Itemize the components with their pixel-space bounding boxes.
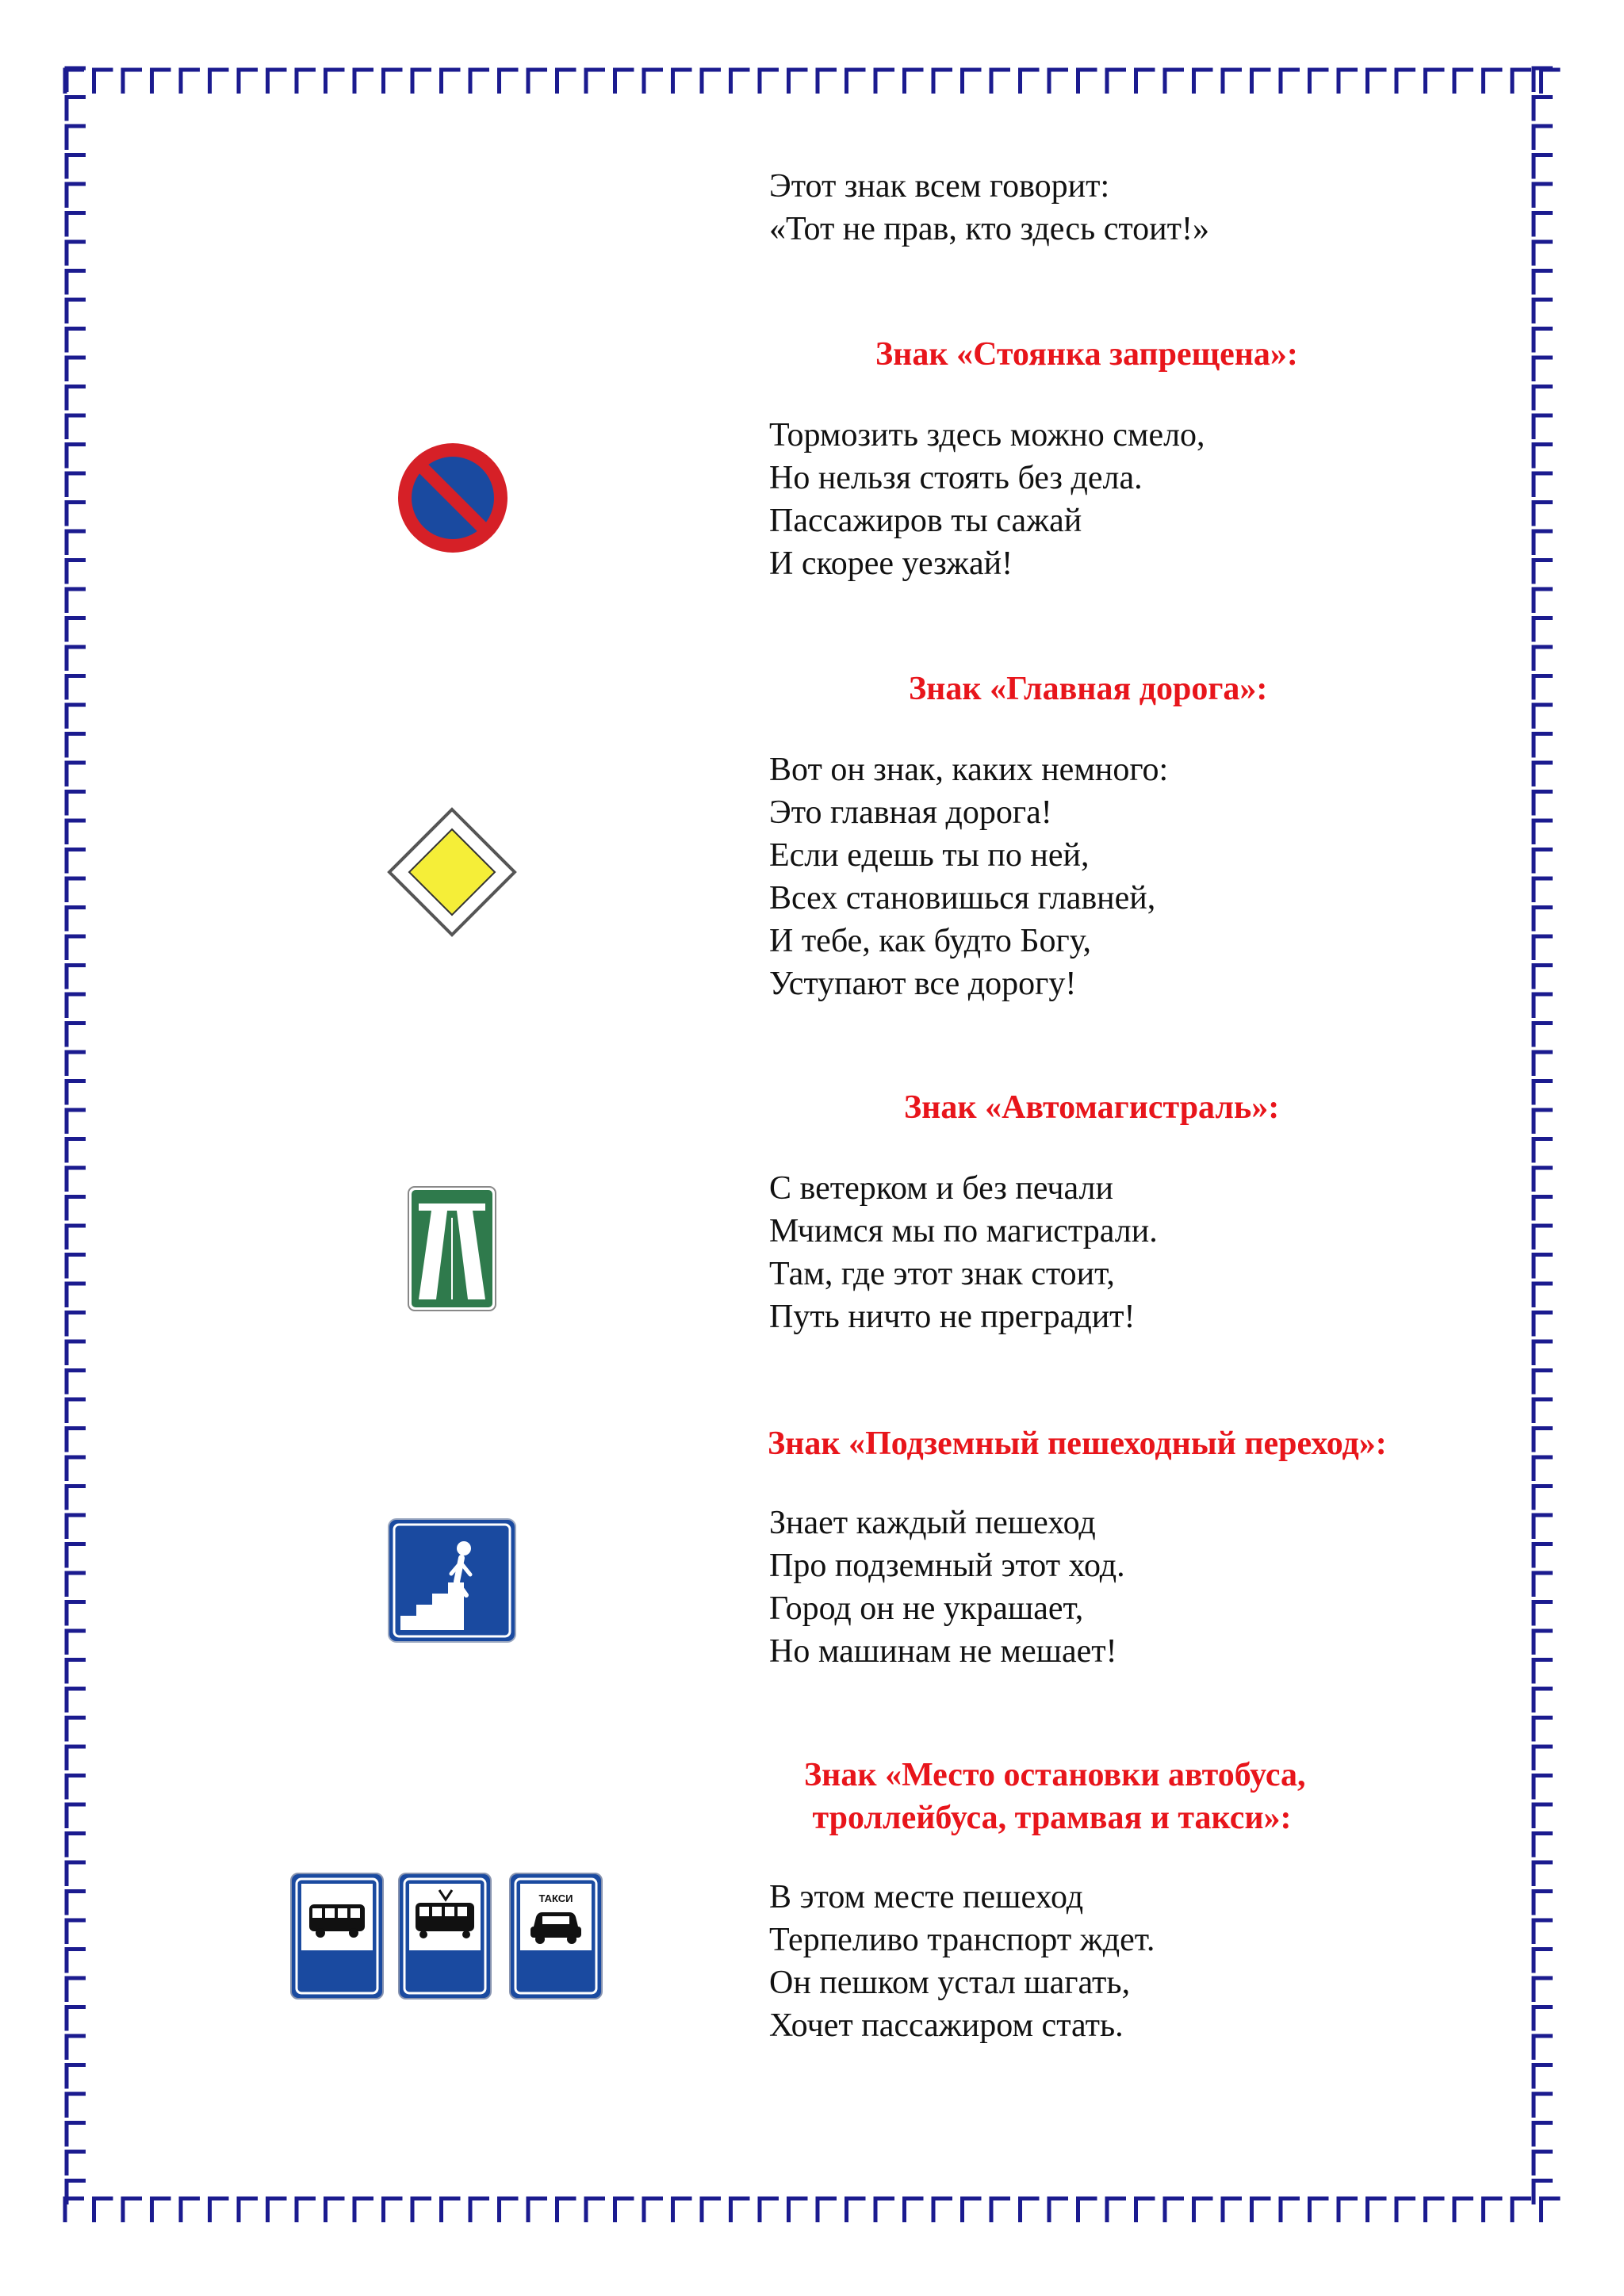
border-tile [67, 1862, 86, 1886]
border-tile [1534, 2152, 1553, 2175]
border-tile [1534, 2065, 1553, 2089]
border-tile [67, 994, 86, 1018]
border-tile [67, 763, 86, 786]
border-tile [1534, 184, 1553, 208]
border-tile [1534, 473, 1553, 497]
border-tile [239, 2198, 258, 2222]
border-tile [67, 1313, 86, 1337]
border-tile [615, 70, 634, 94]
border-tile [1165, 70, 1184, 94]
border-tile [1534, 1197, 1553, 1221]
border-tile [1534, 1920, 1553, 1944]
border-tile [67, 2094, 86, 2118]
border-tile [67, 1284, 86, 1307]
border-tile [963, 70, 982, 94]
border-tile [1534, 821, 1553, 844]
border-tile [933, 2198, 952, 2222]
border-tile [789, 70, 808, 94]
border-tile [67, 531, 86, 555]
border-tile [67, 155, 86, 179]
border-tile [268, 2198, 287, 2222]
border-tile [94, 70, 113, 94]
border-tile [1534, 1978, 1553, 2002]
border-tile [1165, 2198, 1184, 2222]
border-tile [1107, 70, 1126, 94]
border-tile [67, 1834, 86, 1858]
border-tile [1534, 966, 1553, 989]
border-tile [1534, 561, 1553, 584]
border-tile [210, 2198, 229, 2222]
border-tile [1281, 2198, 1300, 2222]
border-tile [67, 1515, 86, 1539]
border-tile [67, 1718, 86, 1742]
border-tile [1534, 1718, 1553, 1742]
border-tile [67, 358, 86, 381]
border-tile [67, 936, 86, 960]
border-tile [67, 473, 86, 497]
border-tile [67, 503, 86, 526]
border-tile [760, 2198, 779, 2222]
border-tile [1534, 618, 1553, 642]
border-tile [67, 1226, 86, 1249]
border-tile [1426, 2198, 1445, 2222]
border-tile [67, 1341, 86, 1365]
border-tile [1194, 70, 1213, 94]
border-tile [644, 70, 663, 94]
border-tile [500, 70, 519, 94]
section-poem-public-transport-stop: В этом месте пешеход Терпеливо транспорт ждет. Он пешком устал шагать, Хочет пассажиром стать. [769, 1879, 1155, 2044]
border-tile [1136, 70, 1155, 94]
border-tile [1484, 70, 1503, 94]
border-tile [1534, 1631, 1553, 1655]
border-tile [673, 70, 692, 94]
border-tile [1534, 213, 1553, 237]
border-tile [789, 2198, 808, 2222]
border-tile [67, 821, 86, 844]
section-poem-motorway: С ветерком и без печали Мчимся мы по магистрали. Там, где этот знак стоит, Путь ничто не преградит! [769, 1170, 1158, 1335]
border-tile [67, 98, 86, 121]
border-tile [67, 213, 86, 237]
border-tile [1534, 1747, 1553, 1770]
border-tile [1534, 1862, 1553, 1886]
border-tile [442, 70, 461, 94]
border-tile [67, 387, 86, 411]
border-tile [67, 850, 86, 874]
border-tile [1534, 1544, 1553, 1568]
border-tile [67, 1689, 86, 1712]
border-tile [67, 1110, 86, 1134]
border-tile [1223, 2198, 1242, 2222]
border-tile [67, 445, 86, 469]
border-tile [557, 70, 576, 94]
border-tile [905, 70, 924, 94]
border-tile [1534, 792, 1553, 816]
border-tile [818, 70, 837, 94]
border-tile [1534, 1487, 1553, 1510]
border-tile [1534, 2123, 1553, 2147]
border-tile [1534, 1226, 1553, 1249]
section-heading-motorway: Знак «Автомагистраль»: [904, 1089, 1280, 1126]
border-tile [67, 618, 86, 642]
border-tile [1281, 70, 1300, 94]
border-tile [67, 2007, 86, 2031]
border-tile [586, 70, 605, 94]
border-tile [1021, 2198, 1040, 2222]
border-tile [1534, 2181, 1553, 2205]
border-tile [1078, 2198, 1097, 2222]
border-tile [644, 2198, 663, 2222]
border-tile [1534, 155, 1553, 179]
section-poem-underpass: Знает каждый пешеход Про подземный этот ход. Город он не украшает, Но машинам не мешает! [769, 1505, 1125, 1670]
border-tile [470, 2198, 489, 2222]
border-tile [442, 2198, 461, 2222]
border-tile [67, 1660, 86, 1684]
border-tile [528, 2198, 547, 2222]
border-tile [818, 2198, 837, 2222]
border-tile [1252, 70, 1271, 94]
border-top [62, 63, 1564, 98]
border-tile [933, 70, 952, 94]
border-tile [67, 1255, 86, 1279]
border-tile [1534, 1573, 1553, 1597]
border-tile [1534, 647, 1553, 671]
border-tile [1534, 1776, 1553, 1800]
underpass-sign-icon [388, 1518, 516, 1643]
section-heading-public-transport-stop: Знак «Место остановки автобуса, троллейбуса, трамвая и такси»: [804, 1757, 1306, 1836]
border-tile [1534, 1399, 1553, 1423]
border-tile [67, 676, 86, 700]
section-heading-no-parking: Знак «Стоянка запрещена»: [875, 336, 1298, 373]
border-tile [67, 561, 86, 584]
border-tile [412, 2198, 431, 2222]
border-tile [67, 2181, 86, 2205]
intro-poem: Этот знак всем говорит: «Тот не прав, кто здесь стоит!» [769, 168, 1209, 247]
border-tile [1339, 70, 1358, 94]
border-tile [67, 1457, 86, 1481]
border-tile [1049, 70, 1068, 94]
border-tile [326, 2198, 345, 2222]
border-tile [1534, 1515, 1553, 1539]
section-poem-no-parking: Тормозить здесь можно смело, Но нельзя стоять без дела. Пассажиров ты сажай И скорее уезжай! [769, 417, 1205, 582]
border-tile [586, 2198, 605, 2222]
border-tile [67, 126, 86, 150]
border-tile [67, 589, 86, 613]
border-tile [1534, 936, 1553, 960]
border-tile [123, 2198, 142, 2222]
border-tile [1534, 1457, 1553, 1481]
border-tile [1534, 1168, 1553, 1192]
border-tile [67, 1544, 86, 1568]
border-tile [67, 2123, 86, 2147]
border-tile [412, 70, 431, 94]
border-tile [1534, 850, 1553, 874]
border-tile [67, 2065, 86, 2089]
border-tile [991, 70, 1010, 94]
border-tile [67, 792, 86, 816]
border-tile [67, 1371, 86, 1395]
border-tile [1534, 763, 1553, 786]
border-tile [528, 70, 547, 94]
border-tile [760, 70, 779, 94]
border-tile [1534, 329, 1553, 353]
border-tile [1454, 2198, 1473, 2222]
border-tile [702, 70, 721, 94]
border-tile [1534, 242, 1553, 266]
border-tile [1534, 387, 1553, 411]
section-heading-underpass: Знак «Подземный пешеходный переход»: [768, 1425, 1387, 1462]
border-tile [1136, 2198, 1155, 2222]
border-tile [67, 1602, 86, 1626]
border-tile [847, 2198, 866, 2222]
border-tile [1049, 2198, 1068, 2222]
border-bottom [62, 2192, 1564, 2227]
border-tile [67, 1168, 86, 1192]
border-tile [1534, 1081, 1553, 1105]
border-tile [1484, 2198, 1503, 2222]
border-tile [67, 2036, 86, 2060]
border-tile [1534, 126, 1553, 150]
border-tile [1534, 2036, 1553, 2060]
border-tile [67, 705, 86, 729]
border-tile [210, 70, 229, 94]
border-tile [1534, 589, 1553, 613]
border-tile [123, 70, 142, 94]
border-tile [1078, 70, 1097, 94]
border-tile [500, 2198, 519, 2222]
border-tile [1396, 70, 1415, 94]
border-tile [847, 70, 866, 94]
border-tile [1534, 878, 1553, 902]
border-tile [67, 300, 86, 323]
border-tile [1534, 994, 1553, 1018]
border-tile [67, 1892, 86, 1915]
border-tile [1534, 1429, 1553, 1452]
border-tile [731, 2198, 750, 2222]
border-tile [1426, 70, 1445, 94]
taxi-stop-sign-icon [509, 1873, 603, 1999]
border-tile [67, 1024, 86, 1047]
border-tile [1310, 2198, 1329, 2222]
border-tile [67, 184, 86, 208]
border-tile [67, 734, 86, 758]
border-tile [1534, 1602, 1553, 1626]
border-tile [1534, 1139, 1553, 1163]
border-tile [67, 1950, 86, 1973]
border-tile [557, 2198, 576, 2222]
border-tile [67, 1487, 86, 1510]
border-tile [181, 2198, 200, 2222]
main-road-sign-icon [387, 807, 517, 937]
border-tile [67, 647, 86, 671]
border-tile [1396, 2198, 1415, 2222]
border-tile [1534, 1024, 1553, 1047]
border-tile [384, 70, 403, 94]
border-tile [1534, 98, 1553, 121]
border-tile [67, 908, 86, 932]
border-tile [1368, 70, 1387, 94]
border-tile [1534, 300, 1553, 323]
border-tile [297, 70, 316, 94]
border-tile [354, 2198, 373, 2222]
border-tile [152, 2198, 171, 2222]
border-tile [905, 2198, 924, 2222]
border-tile [1534, 531, 1553, 555]
border-tile [67, 1081, 86, 1105]
border-tile [1534, 1052, 1553, 1076]
border-tile [67, 1429, 86, 1452]
border-tile [1534, 1660, 1553, 1684]
border-tile [67, 1573, 86, 1597]
border-tile [1454, 70, 1473, 94]
border-tile [1534, 1110, 1553, 1134]
bus-stop-sign-icon [290, 1873, 384, 1999]
border-tile [268, 70, 287, 94]
border-tile [67, 1776, 86, 1800]
border-tile [1107, 2198, 1126, 2222]
border-tile [1534, 68, 1553, 92]
border-tile [354, 70, 373, 94]
border-tile [67, 1747, 86, 1770]
border-tile [673, 2198, 692, 2222]
border-tile [1534, 358, 1553, 381]
border-tile [67, 1631, 86, 1655]
border-tile [1194, 2198, 1213, 2222]
section-poem-main-road: Вот он знак, каких немного: Это главная дорога! Если едешь ты по ней, Всех становишься главней, И тебе, как будто Богу, Уступают все дорогу! [769, 752, 1169, 1002]
motorway-sign-icon [408, 1186, 496, 1311]
border-tile [1534, 1689, 1553, 1712]
border-tile [67, 415, 86, 439]
border-tile [67, 878, 86, 902]
border-tile [875, 70, 894, 94]
border-tile [67, 242, 86, 266]
border-tile [1534, 705, 1553, 729]
border-tile [1534, 415, 1553, 439]
border-tile [1534, 503, 1553, 526]
border-tile [384, 2198, 403, 2222]
border-tile [1534, 1834, 1553, 1858]
border-tile [963, 2198, 982, 2222]
border-tile [1534, 1892, 1553, 1915]
border-tile [1534, 2094, 1553, 2118]
border-tile [991, 2198, 1010, 2222]
border-tile [731, 70, 750, 94]
border-tile [1534, 1284, 1553, 1307]
no-parking-sign-icon [393, 438, 513, 558]
border-tile [181, 70, 200, 94]
border-tile [67, 966, 86, 989]
border-tile [875, 2198, 894, 2222]
border-tile [470, 70, 489, 94]
border-tile [1534, 1313, 1553, 1337]
border-tile [1223, 70, 1242, 94]
border-tile [1534, 1341, 1553, 1365]
border-tile [1534, 734, 1553, 758]
border-tile [1534, 1950, 1553, 1973]
border-tile [67, 1920, 86, 1944]
border-right [1529, 63, 1564, 2227]
border-tile [67, 1197, 86, 1221]
taxi-sign-label: ТАКСИ [538, 1892, 573, 1904]
border-tile [1534, 2007, 1553, 2031]
border-tile [67, 2152, 86, 2175]
border-tile [67, 68, 86, 92]
border-tile [1252, 2198, 1271, 2222]
border-tile [615, 2198, 634, 2222]
border-tile [1021, 70, 1040, 94]
border-tile [67, 329, 86, 353]
border-tile [1534, 676, 1553, 700]
border-tile [152, 70, 171, 94]
border-left [62, 63, 97, 2227]
border-tile [1310, 70, 1329, 94]
border-tile [67, 1804, 86, 1828]
border-tile [702, 2198, 721, 2222]
border-tile [67, 1139, 86, 1163]
tram-stop-sign-icon [398, 1873, 492, 1999]
border-tile [1368, 2198, 1387, 2222]
border-tile [297, 2198, 316, 2222]
border-tile [1534, 445, 1553, 469]
border-tile [1534, 271, 1553, 295]
border-tile [1534, 1804, 1553, 1828]
border-tile [239, 70, 258, 94]
border-tile [326, 70, 345, 94]
border-tile [1534, 1255, 1553, 1279]
border-tile [67, 1399, 86, 1423]
border-tile [1534, 1371, 1553, 1395]
border-tile [1339, 2198, 1358, 2222]
border-tile [1534, 908, 1553, 932]
border-tile [67, 1052, 86, 1076]
section-heading-main-road: Знак «Главная дорога»: [909, 671, 1268, 707]
border-tile [67, 271, 86, 295]
border-tile [67, 1978, 86, 2002]
border-tile [94, 2198, 113, 2222]
